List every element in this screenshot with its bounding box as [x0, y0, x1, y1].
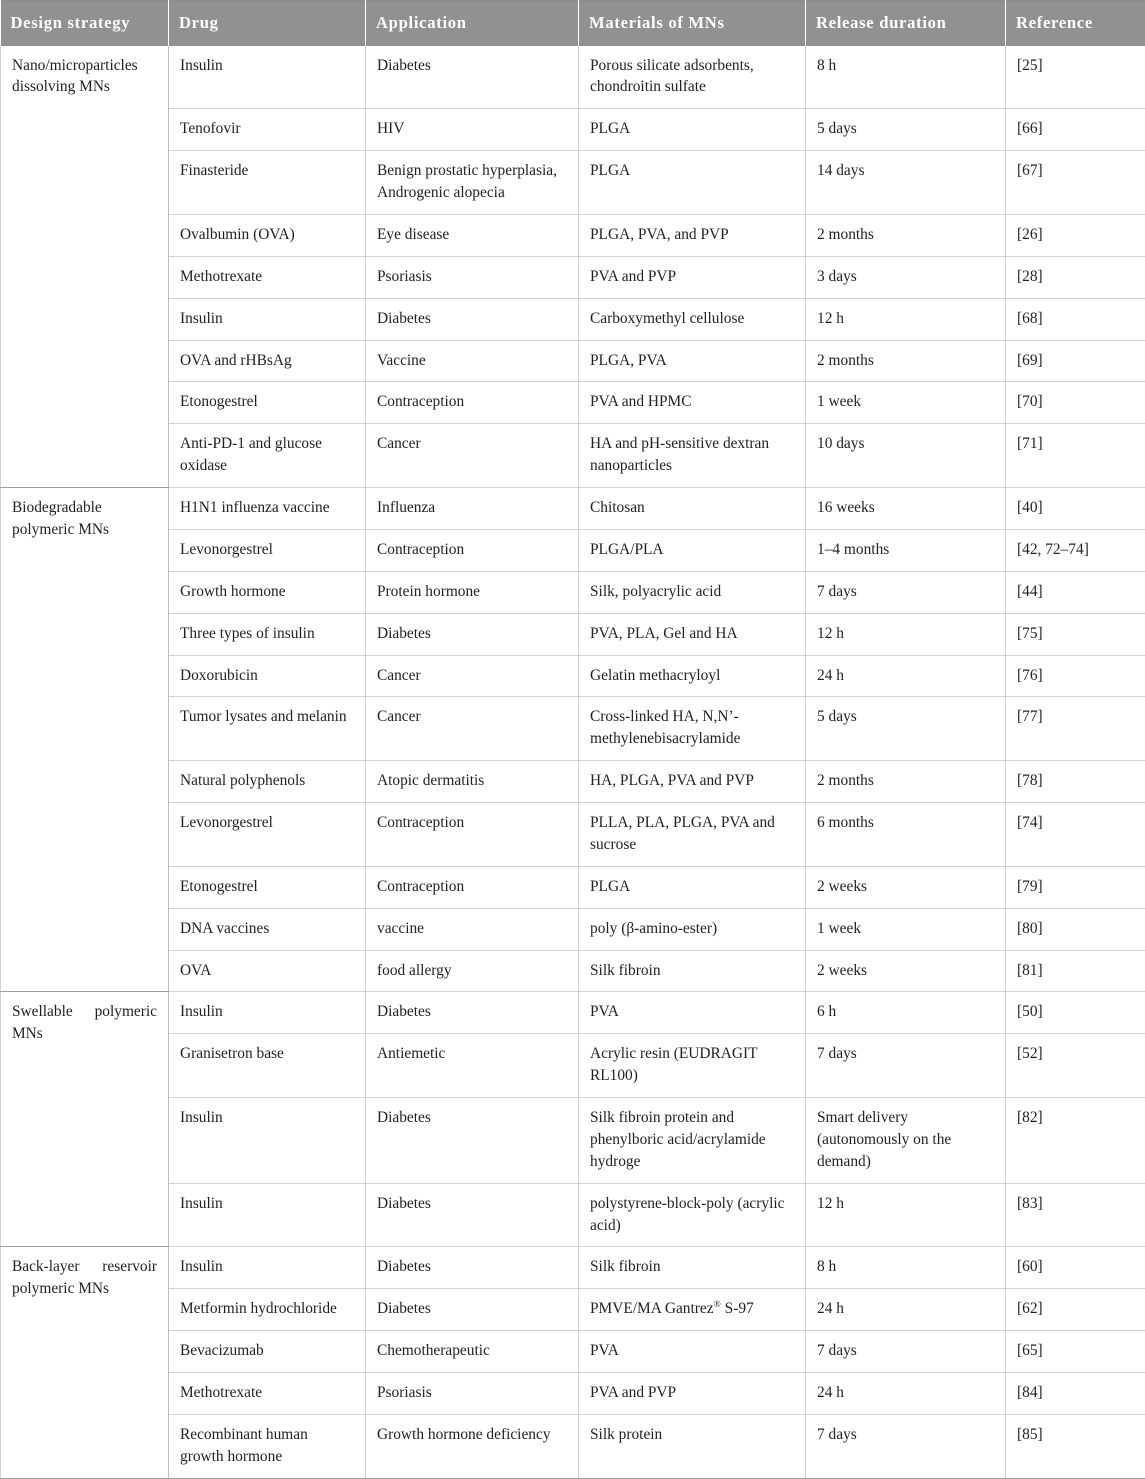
- table-row: [1, 1373, 1145, 1415]
- drug-cell: Finasteride: [169, 151, 366, 215]
- materials-cell: PVA and PVP: [579, 256, 806, 298]
- application-cell: Growth hormone deficiency: [366, 1414, 579, 1478]
- reference-cell: [25]: [1006, 46, 1145, 109]
- reference-cell: [65]: [1006, 1331, 1145, 1373]
- application-cell: Cancer: [366, 655, 579, 697]
- table-row: [1, 1414, 1145, 1478]
- table-row: [1, 340, 1145, 382]
- release-duration-cell: 24 h: [806, 1289, 1006, 1331]
- release-duration-cell: 6 months: [806, 803, 1006, 867]
- release-duration-cell: 8 h: [806, 1247, 1006, 1289]
- release-duration-cell: 12 h: [806, 298, 1006, 340]
- reference-cell: [28]: [1006, 256, 1145, 298]
- materials-cell: PVA and PVP: [579, 1373, 806, 1415]
- table-row: [1, 1034, 1145, 1098]
- table-row: [1, 613, 1145, 655]
- drug-cell: Insulin: [169, 46, 366, 109]
- table-row: [1, 1183, 1145, 1247]
- release-duration-cell: 1 week: [806, 908, 1006, 950]
- reference-cell: [85]: [1006, 1414, 1145, 1478]
- materials-cell: polystyrene-block-poly (acrylic acid): [579, 1183, 806, 1247]
- materials-cell: Porous silicate adsorbents, chondroitin sulfate: [579, 46, 806, 109]
- drug-cell: Natural polyphenols: [169, 761, 366, 803]
- table-header: [1, 1, 1145, 46]
- table-row: [1, 1247, 1145, 1289]
- drug-cell: Etonogestrel: [169, 866, 366, 908]
- reference-cell: [82]: [1006, 1098, 1145, 1184]
- column-header-design-strategy: Design strategy: [1, 1, 169, 46]
- drug-cell: Tumor lysates and melanin: [169, 697, 366, 761]
- materials-cell: Chitosan: [579, 488, 806, 530]
- table-row: [1, 697, 1145, 761]
- release-duration-cell: 6 h: [806, 992, 1006, 1034]
- materials-cell: PLLA, PLA, PLGA, PVA and sucrose: [579, 803, 806, 867]
- materials-cell: Acrylic resin (EUDRAGIT RL100): [579, 1034, 806, 1098]
- reference-cell: [26]: [1006, 214, 1145, 256]
- application-cell: Eye disease: [366, 214, 579, 256]
- materials-cell: HA, PLGA, PVA and PVP: [579, 761, 806, 803]
- table-row: [1, 529, 1145, 571]
- reference-cell: [71]: [1006, 424, 1145, 488]
- column-header-release-duration: Release duration: [806, 1, 1006, 46]
- materials-cell: PLGA: [579, 109, 806, 151]
- reference-cell: [84]: [1006, 1373, 1145, 1415]
- reference-cell: [74]: [1006, 803, 1145, 867]
- application-cell: Contraception: [366, 529, 579, 571]
- application-cell: Diabetes: [366, 298, 579, 340]
- drug-cell: OVA and rHBsAg: [169, 340, 366, 382]
- table-row: [1, 803, 1145, 867]
- reference-cell: [67]: [1006, 151, 1145, 215]
- table-row: [1, 424, 1145, 488]
- application-cell: Influenza: [366, 488, 579, 530]
- drug-cell: Granisetron base: [169, 1034, 366, 1098]
- drug-cell: Recombinant human growth hormone: [169, 1414, 366, 1478]
- release-duration-cell: Smart delivery (autonomously on the demand): [806, 1098, 1006, 1184]
- reference-cell: [69]: [1006, 340, 1145, 382]
- reference-cell: [83]: [1006, 1183, 1145, 1247]
- materials-cell: Silk, polyacrylic acid: [579, 571, 806, 613]
- table-row: [1, 992, 1145, 1034]
- design-strategy-cell: Swellable polymeric MNs: [1, 992, 169, 1247]
- materials-cell: PVA, PLA, Gel and HA: [579, 613, 806, 655]
- reference-cell: [75]: [1006, 613, 1145, 655]
- drug-cell: Doxorubicin: [169, 655, 366, 697]
- reference-cell: [70]: [1006, 382, 1145, 424]
- materials-cell: Gelatin methacryloyl: [579, 655, 806, 697]
- materials-cell: Silk fibroin: [579, 1247, 806, 1289]
- release-duration-cell: 10 days: [806, 424, 1006, 488]
- application-cell: Psoriasis: [366, 1373, 579, 1415]
- table-row: [1, 908, 1145, 950]
- drug-cell: Insulin: [169, 1247, 366, 1289]
- design-strategy-cell: Biodegradable polymeric MNs: [1, 488, 169, 992]
- drug-cell: OVA: [169, 950, 366, 992]
- reference-cell: [42, 72–74]: [1006, 529, 1145, 571]
- application-cell: Vaccine: [366, 340, 579, 382]
- release-duration-cell: 7 days: [806, 1414, 1006, 1478]
- reference-cell: [79]: [1006, 866, 1145, 908]
- reference-cell: [78]: [1006, 761, 1145, 803]
- application-cell: Chemotherapeutic: [366, 1331, 579, 1373]
- application-cell: Atopic dermatitis: [366, 761, 579, 803]
- release-duration-cell: 12 h: [806, 613, 1006, 655]
- release-duration-cell: 24 h: [806, 1373, 1006, 1415]
- release-duration-cell: 2 weeks: [806, 950, 1006, 992]
- application-cell: Diabetes: [366, 1289, 579, 1331]
- drug-cell: Anti-PD-1 and glucose oxidase: [169, 424, 366, 488]
- table-row: [1, 571, 1145, 613]
- drug-cell: Tenofovir: [169, 109, 366, 151]
- application-cell: Antiemetic: [366, 1034, 579, 1098]
- table-row: [1, 382, 1145, 424]
- release-duration-cell: 1 week: [806, 382, 1006, 424]
- column-header-materials: Materials of MNs: [579, 1, 806, 46]
- table-row: [1, 1289, 1145, 1331]
- table-body: [1, 46, 1145, 1479]
- materials-cell: PVA: [579, 992, 806, 1034]
- materials-cell: PVA and HPMC: [579, 382, 806, 424]
- table-row: [1, 151, 1145, 215]
- table-row: [1, 256, 1145, 298]
- reference-cell: [81]: [1006, 950, 1145, 992]
- materials-cell: Carboxymethyl cellulose: [579, 298, 806, 340]
- release-duration-cell: 8 h: [806, 46, 1006, 109]
- drug-cell: Methotrexate: [169, 1373, 366, 1415]
- materials-cell: PLGA: [579, 151, 806, 215]
- reference-cell: [40]: [1006, 488, 1145, 530]
- release-duration-cell: 14 days: [806, 151, 1006, 215]
- release-duration-cell: 2 months: [806, 761, 1006, 803]
- column-header-drug: Drug: [169, 1, 366, 46]
- materials-cell: PLGA: [579, 866, 806, 908]
- materials-cell: Silk protein: [579, 1414, 806, 1478]
- materials-cell: PLGA, PVA: [579, 340, 806, 382]
- release-duration-cell: 5 days: [806, 109, 1006, 151]
- release-duration-cell: 5 days: [806, 697, 1006, 761]
- drug-cell: Insulin: [169, 298, 366, 340]
- release-duration-cell: 1–4 months: [806, 529, 1006, 571]
- release-duration-cell: 7 days: [806, 571, 1006, 613]
- column-header-reference: Reference: [1006, 1, 1145, 46]
- drug-cell: Etonogestrel: [169, 382, 366, 424]
- materials-cell: HA and pH-sensitive dextran nanoparticles: [579, 424, 806, 488]
- release-duration-cell: 7 days: [806, 1034, 1006, 1098]
- table-row: [1, 214, 1145, 256]
- drug-cell: Levonorgestrel: [169, 803, 366, 867]
- release-duration-cell: 12 h: [806, 1183, 1006, 1247]
- reference-cell: [76]: [1006, 655, 1145, 697]
- drug-cell: Three types of insulin: [169, 613, 366, 655]
- application-cell: HIV: [366, 109, 579, 151]
- application-cell: food allergy: [366, 950, 579, 992]
- reference-cell: [44]: [1006, 571, 1145, 613]
- materials-cell: PLGA/PLA: [579, 529, 806, 571]
- table-row: [1, 488, 1145, 530]
- materials-cell: Silk fibroin: [579, 950, 806, 992]
- materials-cell: PLGA, PVA, and PVP: [579, 214, 806, 256]
- materials-cell: Cross-linked HA, N,N’-methylenebisacrylamide: [579, 697, 806, 761]
- reference-cell: [68]: [1006, 298, 1145, 340]
- drug-cell: Ovalbumin (OVA): [169, 214, 366, 256]
- table-row: [1, 46, 1145, 109]
- reference-cell: [80]: [1006, 908, 1145, 950]
- table-row: [1, 109, 1145, 151]
- application-cell: Diabetes: [366, 1183, 579, 1247]
- release-duration-cell: 2 weeks: [806, 866, 1006, 908]
- table-row: [1, 761, 1145, 803]
- reference-cell: [62]: [1006, 1289, 1145, 1331]
- application-cell: Diabetes: [366, 1098, 579, 1184]
- column-header-application: Application: [366, 1, 579, 46]
- drug-cell: Insulin: [169, 1183, 366, 1247]
- release-duration-cell: 7 days: [806, 1331, 1006, 1373]
- drug-cell: Growth hormone: [169, 571, 366, 613]
- materials-cell: PVA: [579, 1331, 806, 1373]
- design-strategy-cell: Nano/microparticles dissolving MNs: [1, 46, 169, 488]
- drug-cell: Insulin: [169, 1098, 366, 1184]
- reference-cell: [77]: [1006, 697, 1145, 761]
- drug-cell: Bevacizumab: [169, 1331, 366, 1373]
- application-cell: Cancer: [366, 697, 579, 761]
- application-cell: Diabetes: [366, 1247, 579, 1289]
- release-duration-cell: 16 weeks: [806, 488, 1006, 530]
- application-cell: Contraception: [366, 803, 579, 867]
- table-row: [1, 950, 1145, 992]
- application-cell: Cancer: [366, 424, 579, 488]
- table-header-row: [1, 1, 1145, 46]
- release-duration-cell: 24 h: [806, 655, 1006, 697]
- table-row: [1, 298, 1145, 340]
- table-row: [1, 655, 1145, 697]
- release-duration-cell: 3 days: [806, 256, 1006, 298]
- application-cell: Diabetes: [366, 46, 579, 109]
- drug-cell: Insulin: [169, 992, 366, 1034]
- application-cell: Protein hormone: [366, 571, 579, 613]
- application-cell: Benign prostatic hyperplasia, Androgenic alopecia: [366, 151, 579, 215]
- reference-cell: [50]: [1006, 992, 1145, 1034]
- design-strategy-cell: Back-layer reservoir polymeric MNs: [1, 1247, 169, 1478]
- drug-cell: Methotrexate: [169, 256, 366, 298]
- application-cell: Contraception: [366, 382, 579, 424]
- table-row: [1, 1098, 1145, 1184]
- reference-cell: [60]: [1006, 1247, 1145, 1289]
- application-cell: vaccine: [366, 908, 579, 950]
- drug-cell: Levonorgestrel: [169, 529, 366, 571]
- materials-cell: poly (β-amino-ester): [579, 908, 806, 950]
- application-cell: Diabetes: [366, 992, 579, 1034]
- materials-cell: PMVE/MA Gantrez® S-97: [579, 1289, 806, 1331]
- drug-cell: Metformin hydrochloride: [169, 1289, 366, 1331]
- release-duration-cell: 2 months: [806, 214, 1006, 256]
- reference-cell: [66]: [1006, 109, 1145, 151]
- application-cell: Diabetes: [366, 613, 579, 655]
- application-cell: Psoriasis: [366, 256, 579, 298]
- table-row: [1, 1331, 1145, 1373]
- reference-cell: [52]: [1006, 1034, 1145, 1098]
- materials-cell: Silk fibroin protein and phenylboric acid/acrylamide hydroge: [579, 1098, 806, 1184]
- application-cell: Contraception: [366, 866, 579, 908]
- drug-cell: DNA vaccines: [169, 908, 366, 950]
- release-duration-cell: 2 months: [806, 340, 1006, 382]
- drug-cell: H1N1 influenza vaccine: [169, 488, 366, 530]
- table-row: [1, 866, 1145, 908]
